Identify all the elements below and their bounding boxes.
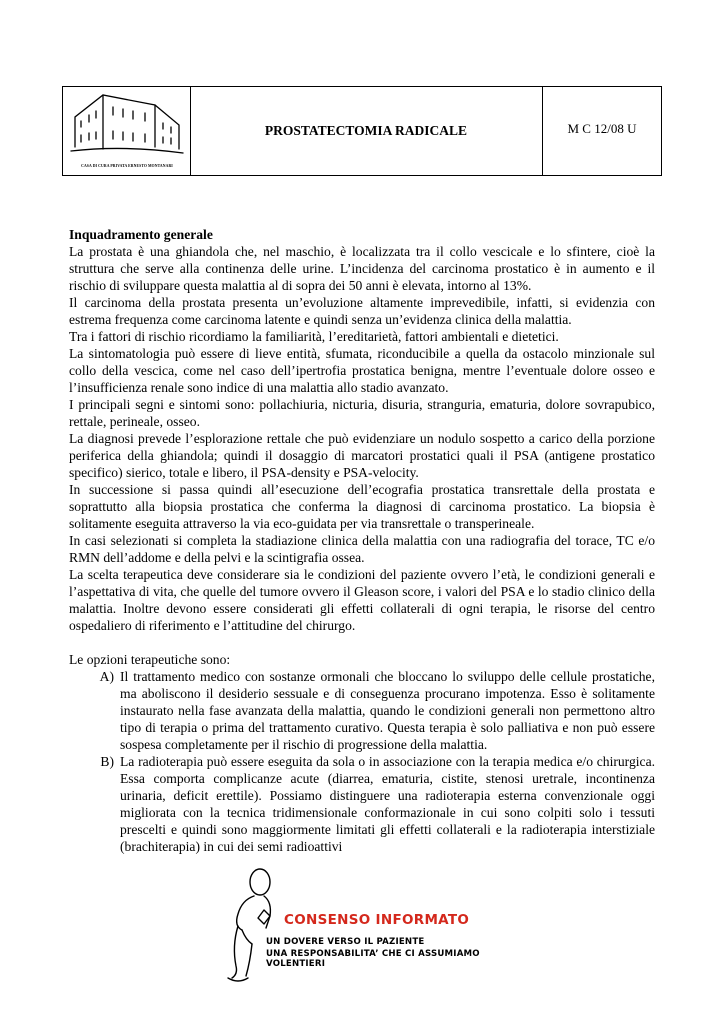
consent-line-2: UNA RESPONSABILITA’ CHE CI ASSUMIAMO VOLENTIERI	[266, 949, 480, 969]
list-item	[69, 668, 655, 753]
paragraph: La scelta terapeutica deve considerare sia le condizioni del paziente ovvero l’età, le condizioni generali e l’aspettativa di vita, che quelle del tumore ovvero il Gleason score, i valori del PSA e lo stadio clinico della malattia. Inoltre devono essere considerati gli effetti collaterali di ogni terapia, le risorse del centro ospedaliero di riferimento e l’attitudine del chirurgo.	[69, 567, 655, 633]
paragraph: La diagnosi prevede l’esplorazione rettale che può evidenziare un nodulo sospetto a carico della porzione periferica della ghiandola; quindi il dosaggio di marcatori prostatici quali il PSA (antigene prostatico specifico) sierico, totale e libero, il PSA-density e PSA-velocity.	[69, 431, 655, 480]
section-heading: Inquadramento generale	[69, 227, 213, 242]
options-intro: Le opzioni terapeutiche sono:	[69, 652, 231, 667]
clinic-logo	[63, 87, 191, 175]
list-item-text: Il trattamento medico con sostanze ormonali che bloccano lo sviluppo delle cellule prostatiche, ma aboliscono il desiderio sessuale e di conseguenza procurano impotenza. Esso è solitamente instaurato nella fase avanzata della malattia, quando le condizioni generali non permettono altro tipo di terapia o prima del trattamento curativo. Questa terapia è solo palliativa e non può essere sospesa completamente per il rischio di progressione della malattia.	[120, 669, 655, 752]
list-item-label: B)	[100, 754, 114, 769]
paragraph: In casi selezionati si completa la stadiazione clinica della malattia con una radiografia del torace, TC e/o RMN dell’addome e della pelvi e la scintigrafia ossea.	[69, 533, 655, 565]
document-title: PROSTATECTOMIA RADICALE	[264, 123, 468, 138]
paragraph: La prostata è una ghiandola che, nel maschio, è localizzata tra il collo vescicale e lo sfintere, cioè la struttura che serve alla continenza delle urine. L’incidenza del carcinoma prostatico è in aumento e il rischio di sviluppare questa malattia al di sopra dei 50 anni è elevata, intorno al 13%.	[69, 244, 655, 293]
consent-title: CONSENSO INFORMATO	[284, 912, 470, 928]
list-item-label: A)	[99, 669, 114, 684]
paragraph: La sintomatologia può essere di lieve entità, sfumata, riconducibile a quella da ostacolo minzionale sul collo della vescica, come nel caso dell’ipertrofia prostatica benigna, mentre l’eventuale dolore osseo e l’insufficienza renale sono indice di una malattia allo stadio avanzato.	[69, 346, 655, 395]
paragraph: In successione si passa quindi all’esecuzione dell’ecografia prostatica transrettale della prostata e soprattutto alla biopsia prostatica che conferma la diagnosi di carcinoma prostatico. La biopsia è solitamente eseguita attraverso la via eco-guidata per via transrettale o transperineale.	[69, 482, 655, 531]
paragraph: Il carcinoma della prostata presenta un’evoluzione altamente imprevedibile, infatti, si evidenzia con estrema frequenza come carcinoma latente e quindi senza un’evidenza clinica della malattia.	[69, 295, 655, 327]
consent-line-1: UN DOVERE VERSO IL PAZIENTE	[266, 937, 425, 947]
document-body	[69, 226, 655, 855]
list-item	[69, 753, 655, 855]
logo-caption: CASA DI CURA PRIVATA ERNESTO MONTANARI	[81, 164, 173, 168]
document-code: M C 12/08 U	[542, 87, 661, 175]
paragraph: I principali segni e sintomi sono: pollachiuria, nicturia, disuria, stranguria, ematuria, dolore sovrapubico, rettale, perineale, osseo.	[69, 397, 655, 429]
paragraph: Tra i fattori di rischio ricordiamo la familiarità, l’ereditarietà, fattori ambientali e dietetici.	[69, 329, 559, 344]
consent-banner	[224, 866, 524, 986]
building-icon	[63, 87, 190, 163]
list-item-text: La radioterapia può essere eseguita da sola o in associazione con la terapia medica e/o chirurgica. Essa comporta complicanze acute (diarrea, ematuria, cistite, stenosi uretrale, incontinenza urinaria, deficit erettile). Possiamo distinguere una radioterapia esterna convenzionale oggi migliorata con la tecnica tridimensionale conformazionale in cui sono colpiti solo i tessuti prescelti e quindi sono maggiormente limitati gli effetti collaterali e la radioterapia interstiziale (brachiterapia) in cui dei semi radioattivi	[120, 754, 655, 854]
document-header	[62, 86, 662, 176]
